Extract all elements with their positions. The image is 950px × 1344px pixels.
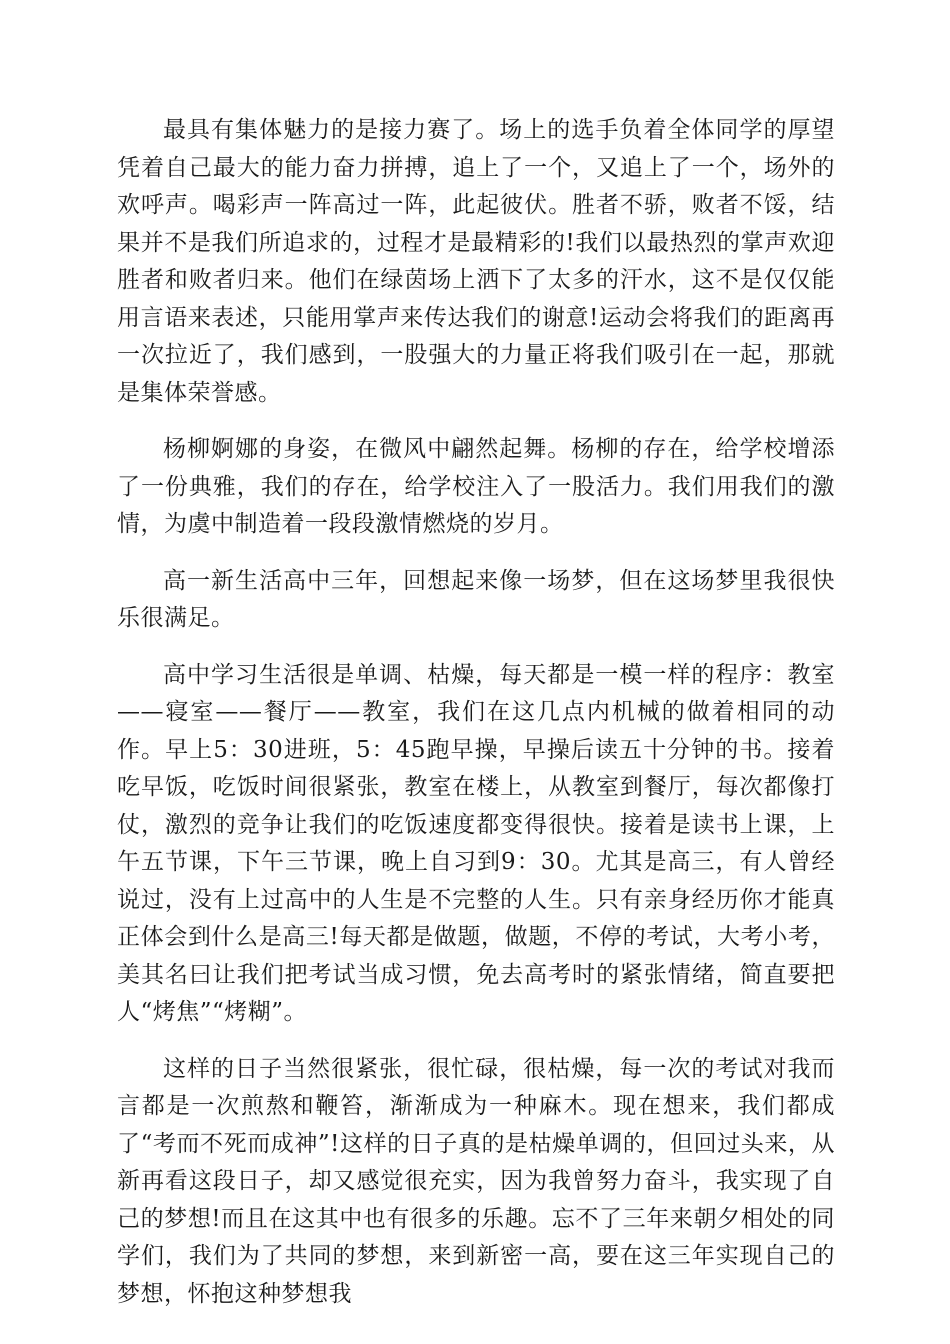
paragraph-daily-routine: 高中学习生活很是单调、枯燥，每天都是一模一样的程序：教室——寝室——餐厅——教室，我们在这几点内机械的做着相同的动作。早上5：30进班，5：45跑早操，早操后读五十分钟的书。接着吃早饭，吃饭时间很紧张，教室在楼上，从教室到餐厅，每次都像打仗，激烈的竞争让我们的吃饭速度都变得很快。接着是读书上课，上午五节课，下午三节课，晚上自习到9：30。尤其是高三，有人曾经说过，没有上过高中的人生是不完整的人生。只有亲身经历你才能真正体会到什么是高三!每天都是做题，做题，不停的考试，大考小考，美其名曰让我们把考试当成习惯，免去高考时的紧张情绪，简直要把人“烤焦”“烤糊”。 [117, 661, 835, 1025]
paragraph-willow: 杨柳婀娜的身姿，在微风中翩然起舞。杨柳的存在，给学校增添了一份典雅，我们的存在，给学校注入了一股活力。我们用我们的激情，为虞中制造着一段段激情燃烧的岁月。 [117, 436, 835, 537]
paragraph-relay-race: 最具有集体魅力的是接力赛了。场上的选手负着全体同学的厚望凭着自己最大的能力奋力拼搏，追上了一个，又追上了一个，场外的欢呼声。喝彩声一阵高过一阵，此起彼伏。胜者不骄，败者不馁，结果并不是我们所追求的，过程才是最精彩的!我们以最热烈的掌声欢迎胜者和败者归来。他们在绿茵场上洒下了太多的汗水，这不是仅仅能用言语来表述，只能用掌声来传达我们的谢意!运动会将我们的距离再一次拉近了，我们感到，一股强大的力量正将我们吸引在一起，那就是集体荣誉感。 [117, 117, 835, 406]
document-body [117, 112, 835, 1332]
paragraph-high-school-dream: 高一新生活高中三年，回想起来像一场梦，但在这场梦里我很快乐很满足。 [117, 567, 835, 631]
paragraph-reflection: 这样的日子当然很紧张，很忙碌，很枯燥，每一次的考试对我而言都是一次煎熬和鞭笞，渐渐成为一种麻木。现在想来，我们都成了“考而不死而成神”!这样的日子真的是枯燥单调的，但回过头来，从新再看这段日子，却又感觉很充实，因为我曾努力奋斗，我实现了自己的梦想!而且在这其中也有很多的乐趣。忘不了三年来朝夕相处的同学们，我们为了共同的梦想，来到新密一高，要在这三年实现自己的梦想，怀抱这种梦想我 [117, 1055, 835, 1307]
